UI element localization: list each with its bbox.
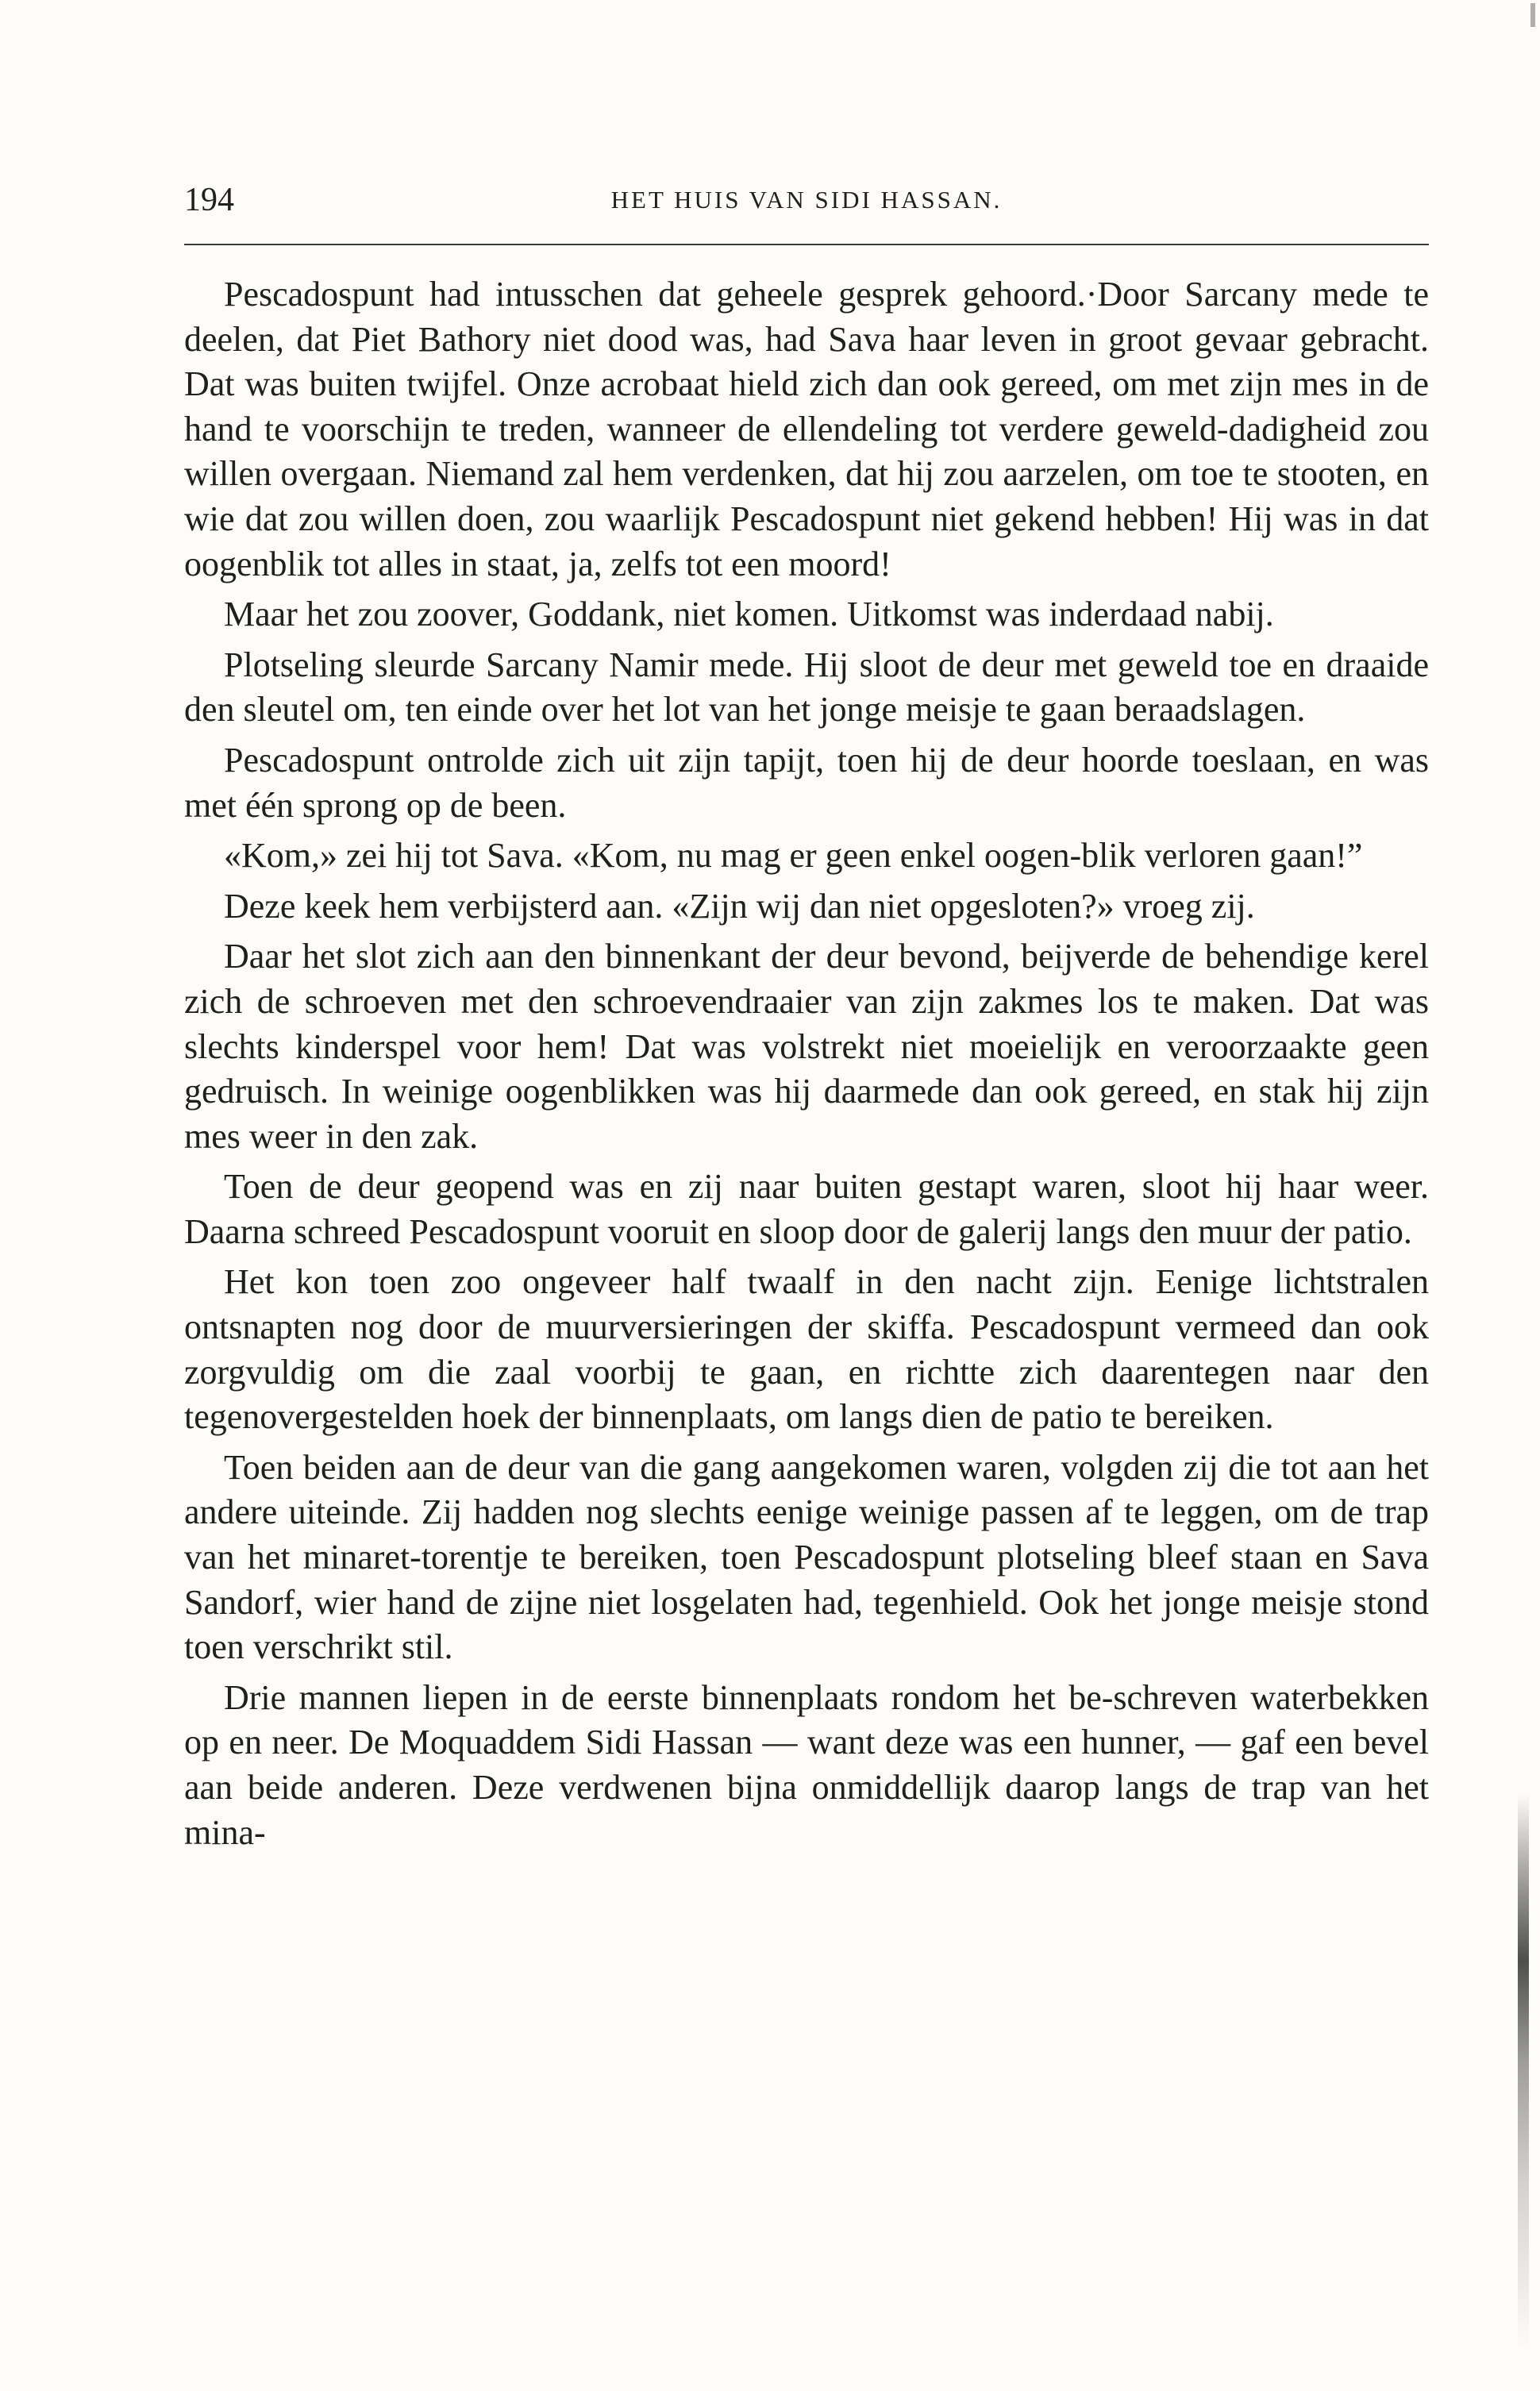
paragraph: Maar het zou zoover, Goddank, niet komen. Uitkomst was inderdaad nabij. — [224, 595, 1274, 634]
paragraph: Pescadospunt had intusschen dat geheele gesprek gehoord.·Door Sarcany mede te deelen, dat Piet Bathory niet dood was, had Sava haar leven in groot gevaar gebracht. Dat was buiten twijfel. Onze acrobaat hield zich dan ook gereed, om met zijn mes in de hand te voorschijn te treden, wanneer de ellendeling tot verdere geweld-dadigheid zou willen overgaan. Niemand zal hem verdenken, dat hij zou aarzelen, om toe te stooten, en wie dat zou willen doen, zou waarlijk Pescadospunt niet gekend hebben! Hij was in dat oogenblik tot alles in staat, ja, zelfs tot een moord! — [184, 275, 1429, 583]
page-header — [184, 176, 1429, 224]
scan-edge-mark — [1530, 3, 1535, 27]
page-number: 194 — [184, 182, 234, 218]
paragraph: Plotseling sleurde Sarcany Namir mede. Hij sloot de deur met geweld toe en draaide den sleutel om, ten einde over het lot van het jonge meisje te gaan beraadslagen. — [184, 645, 1429, 730]
paragraph: Het kon toen zoo ongeveer half twaalf in den nacht zijn. Eenige lichtstralen ontsnapten nog door de muurversieringen der skiffa. Pescadospunt vermeed dan ook zorgvuldig om die zaal voorbij te gaan, en richtte zich daarentegen naar den tegenovergestelden hoek der binnenplaats, om langs dien de patio te bereiken. — [184, 1262, 1429, 1437]
paragraph: Drie mannen liepen in de eerste binnenplaats rondom het be-schreven waterbekken op en neer. De Moquaddem Sidi Hassan — want deze was een hunner, — gaf een bevel aan beide anderen. Deze verdwenen bijna onmiddellijk daarop langs de trap van het mina- — [184, 1677, 1429, 1852]
scan-edge-shadow — [1518, 1794, 1529, 2350]
header-rule — [184, 244, 1429, 245]
paragraph: Pescadospunt ontrolde zich uit zijn tapijt, toen hij de deur hoorde toeslaan, en was met één sprong op de been. — [184, 740, 1429, 825]
paragraph: «Kom,» zei hij tot Sava. «Kom, nu mag er geen enkel oogen-blik verloren gaan!” — [224, 836, 1363, 876]
body-text — [184, 272, 1429, 1861]
running-title: HET HUIS VAN SIDI HASSAN. — [610, 186, 1003, 214]
paragraph: Toen de deur geopend was en zij naar buiten gestapt waren, sloot hij haar weer. Daarna schreed Pescadospunt vooruit en sloop door de galerij langs den muur der patio. — [184, 1167, 1429, 1251]
paragraph: Daar het slot zich aan den binnenkant der deur bevond, beijverde de behendige kerel zich de schroeven met den schroevendraaier van zijn zakmes los te maken. Dat was slechts kinderspel voor hem! Dat was volstrekt niet moeielijk en veroorzaakte geen gedruisch. In weinige oogenblikken was hij daarmede dan ook gereed, en stak hij zijn mes weer in den zak. — [184, 937, 1429, 1156]
paragraph: Toen beiden aan de deur van die gang aangekomen waren, volgden zij die tot aan het andere uiteinde. Zij hadden nog slechts eenige weinige passen af te leggen, om de trap van het minaret-torentje te bereiken, toen Pescadospunt plotseling bleef staan en Sava Sandorf, wier hand de zijne niet losgelaten had, tegenhield. Ook het jonge meisje stond toen verschrikt stil. — [184, 1447, 1429, 1667]
paragraph: Deze keek hem verbijsterd aan. «Zijn wij dan niet opgesloten?» vroeg zij. — [224, 886, 1255, 926]
